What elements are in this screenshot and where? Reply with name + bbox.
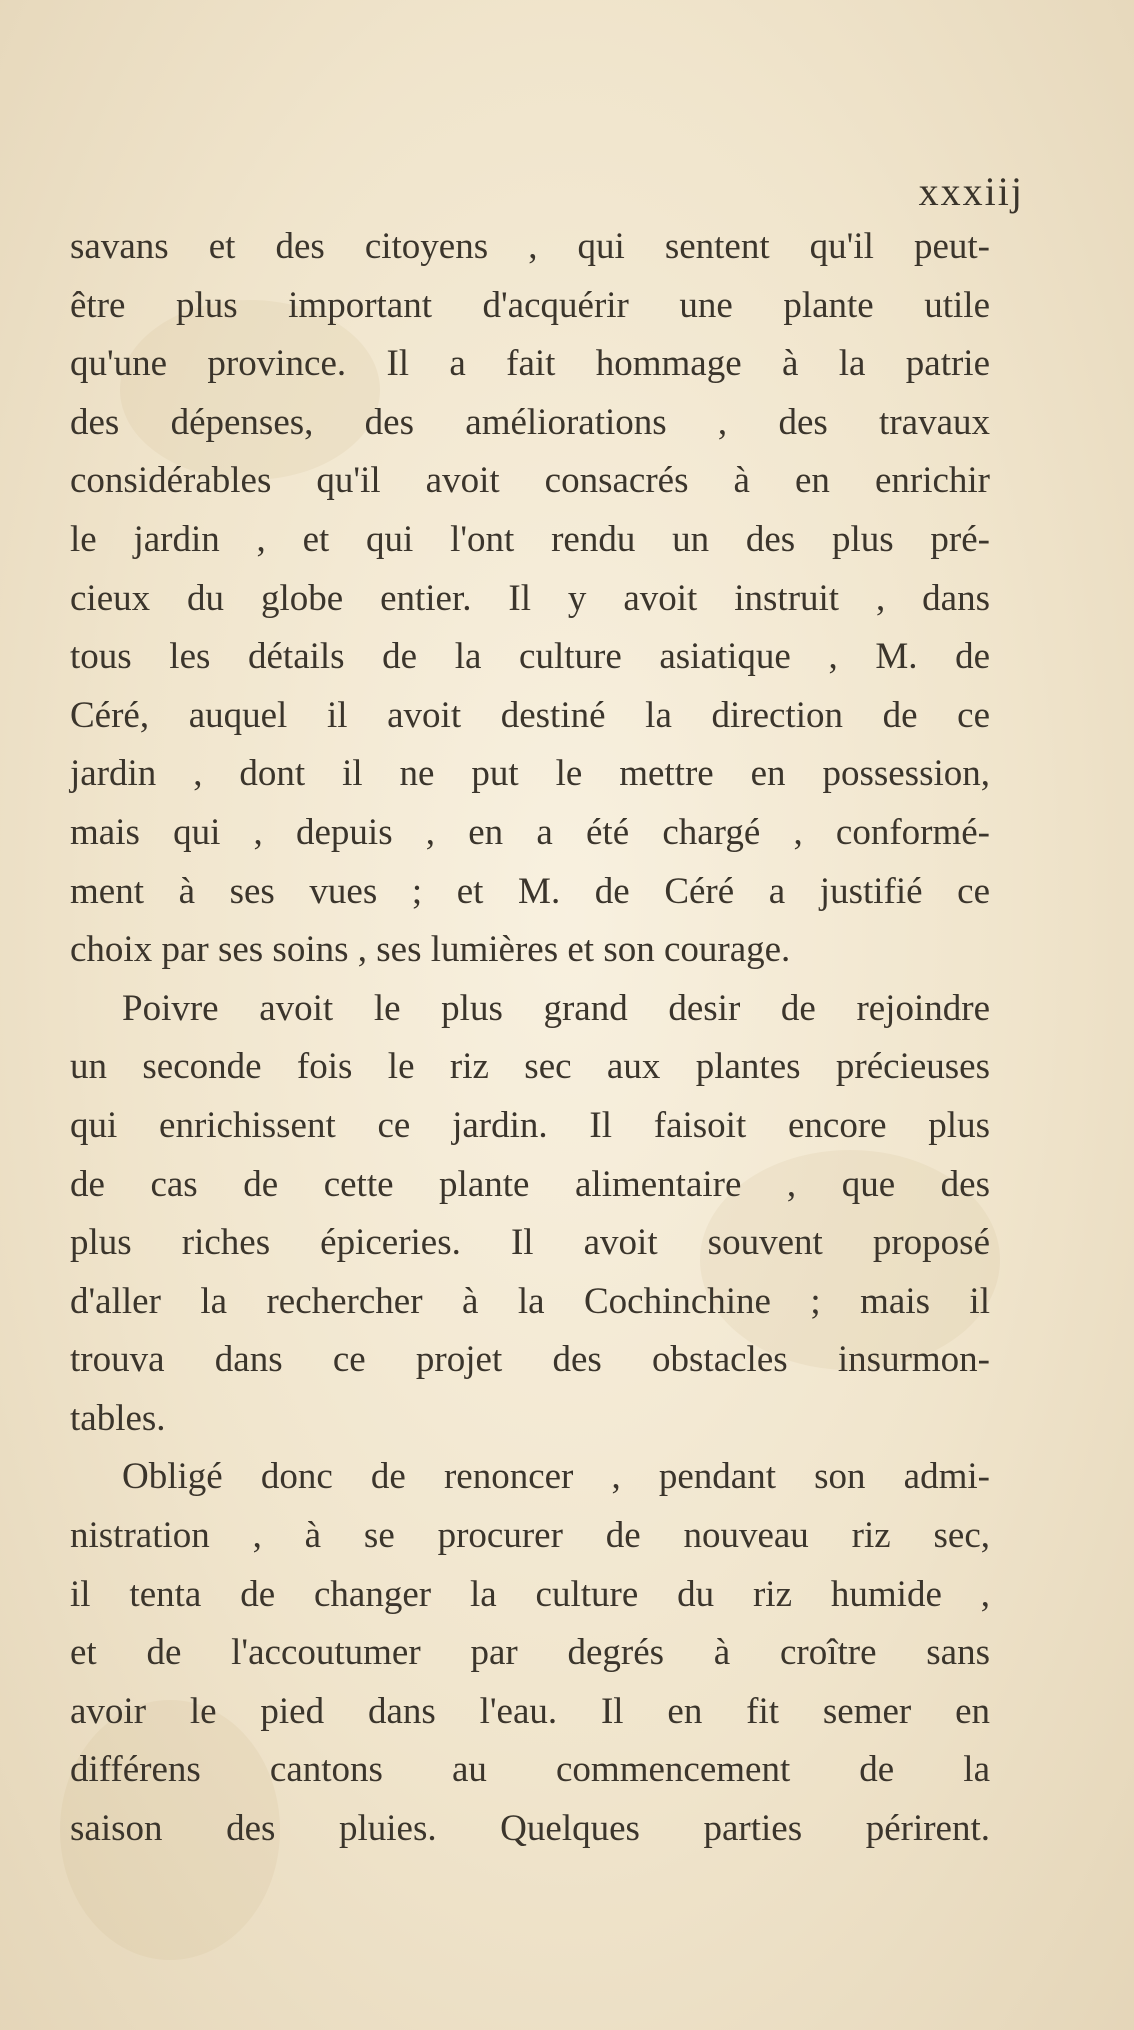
text-line: plus riches épiceries. Il avoit souvent proposé [70,1222,990,1264]
text-line: et de l'accoutumer par degrés à croître sans [70,1632,990,1674]
text-line: le jardin , et qui l'ont rendu un des plus pré- [70,518,990,560]
text-line: mais qui , depuis , en a été chargé , conformé- [70,811,990,853]
text-line: qu'une province. Il a fait hommage à la patrie [70,343,990,385]
page-number: xxxiij [918,169,1024,214]
text-line: tous les détails de la culture asiatique , M. de [70,636,990,678]
text-line: jardin , dont il ne put le mettre en possession, [70,753,990,795]
text-line: des dépenses, des améliorations , des travaux [70,401,990,443]
text-line: de cas de cette plante alimentaire , que des [70,1163,990,1205]
text-line: considérables qu'il avoit consacrés à en enrichir [70,460,990,502]
text-line: Céré, auquel il avoit destiné la direction de ce [70,694,990,736]
text-line: d'aller la rechercher à la Cochinchine ; mais il [70,1280,990,1322]
paragraph-start-line: Poivre avoit le plus grand desir de rejoindre [122,987,990,1029]
text-line: qui enrichissent ce jardin. Il faisoit encore plus [70,1104,990,1146]
text-line: un seconde fois le riz sec aux plantes précieuses [70,1046,990,1088]
paragraph-start-line: Obligé donc de renoncer , pendant son admi- [122,1456,990,1498]
text-line: ment à ses vues ; et M. de Céré a justifié ce [70,870,990,912]
text-line: choix par ses soins , ses lumières et son courage. [70,929,791,971]
text-line: être plus important d'acquérir une plante utile [70,284,990,326]
text-line: avoir le pied dans l'eau. Il en fit semer en [70,1690,990,1732]
text-line: nistration , à se procurer de nouveau riz sec, [70,1515,990,1557]
text-line: trouva dans ce projet des obstacles insurmon- [70,1339,990,1381]
text-line: il tenta de changer la culture du riz humide , [70,1573,990,1615]
text-line: saison des pluies. Quelques parties périrent. [70,1808,990,1850]
body-text [70,218,990,1859]
text-line: cieux du globe entier. Il y avoit instruit , dans [70,577,990,619]
text-line: savans et des citoyens , qui sentent qu'il peut- [70,226,990,267]
text-line: différens cantons au commencement de la [70,1749,990,1791]
text-line: tables. [70,1397,166,1439]
